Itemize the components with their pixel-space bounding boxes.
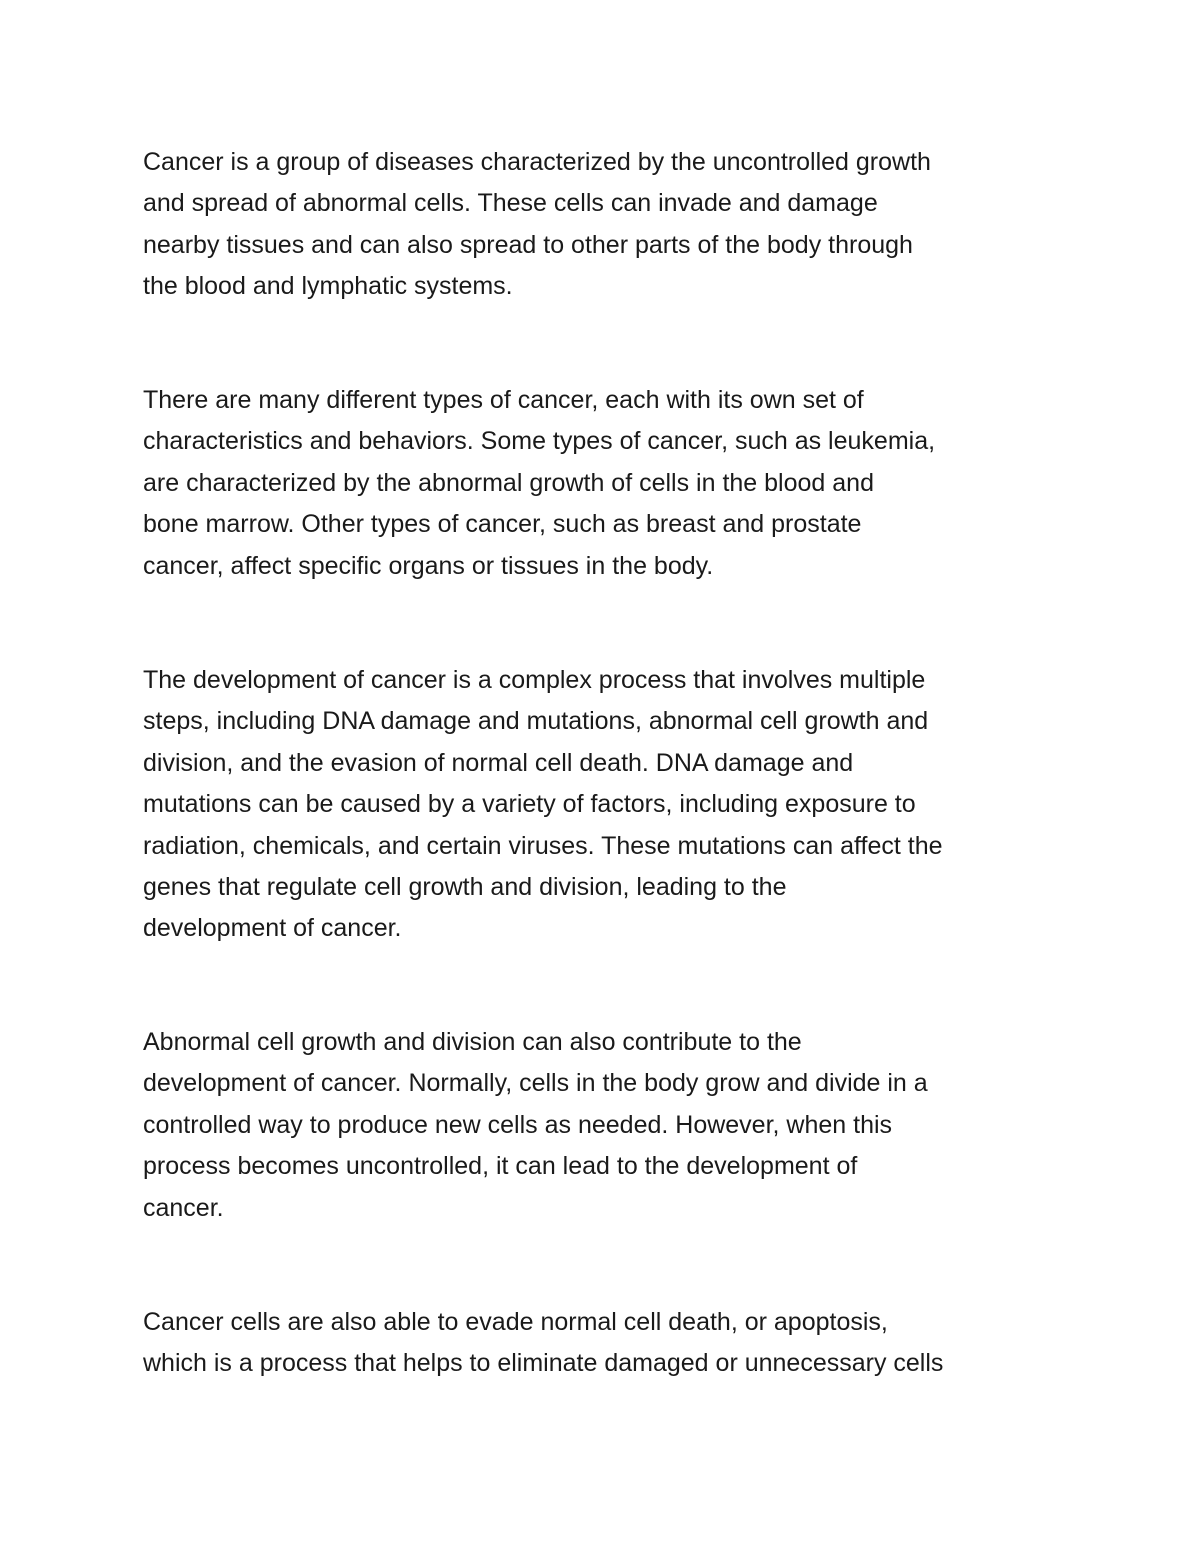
text-line: process becomes uncontrolled, it can lead to the development of [143,1152,858,1181]
text-line: characteristics and behaviors. Some types of cancer, such as leukemia, [143,427,936,456]
paragraph-5 [143,1302,1083,1385]
text-line: development of cancer. [143,914,402,943]
text-line: are characterized by the abnormal growth of cells in the blood and [143,468,874,497]
paragraph-3 [143,660,1083,950]
text-line: The development of cancer is a complex process that involves multiple [143,666,926,694]
paragraph-2 [143,380,1083,587]
text-line: which is a process that helps to eliminate damaged or unnecessary cells [143,1349,944,1378]
text-line: Cancer is a group of diseases characterized by the uncontrolled growth [143,148,931,176]
text-line: steps, including DNA damage and mutations, abnormal cell growth and [143,707,929,736]
text-line: There are many different types of cancer, each with its own set of [143,386,864,414]
text-line: and spread of abnormal cells. These cells can invade and damage [143,189,878,218]
paragraph-4 [143,1022,1083,1229]
text-line: controlled way to produce new cells as needed. However, when this [143,1110,893,1139]
text-line: development of cancer. Normally, cells in the body grow and divide in a [143,1069,928,1098]
text-line: Cancer cells are also able to evade normal cell death, or apoptosis, [143,1308,888,1336]
text-line: the blood and lymphatic systems. [143,272,513,301]
text-line: division, and the evasion of normal cell death. DNA damage and [143,748,854,777]
text-line: mutations can be caused by a variety of factors, including exposure to [143,790,916,819]
text-line: cancer, affect specific organs or tissues in the body. [143,551,714,580]
text-line: bone marrow. Other types of cancer, such as breast and prostate [143,510,862,539]
text-line: nearby tissues and can also spread to other parts of the body through [143,230,913,259]
text-line: Abnormal cell growth and division can also contribute to the [143,1028,802,1056]
text-line: cancer. [143,1193,224,1222]
text-line: radiation, chemicals, and certain viruses. These mutations can affect the [143,831,943,860]
text-line: genes that regulate cell growth and division, leading to the [143,873,787,902]
paragraph-1 [143,142,1083,308]
